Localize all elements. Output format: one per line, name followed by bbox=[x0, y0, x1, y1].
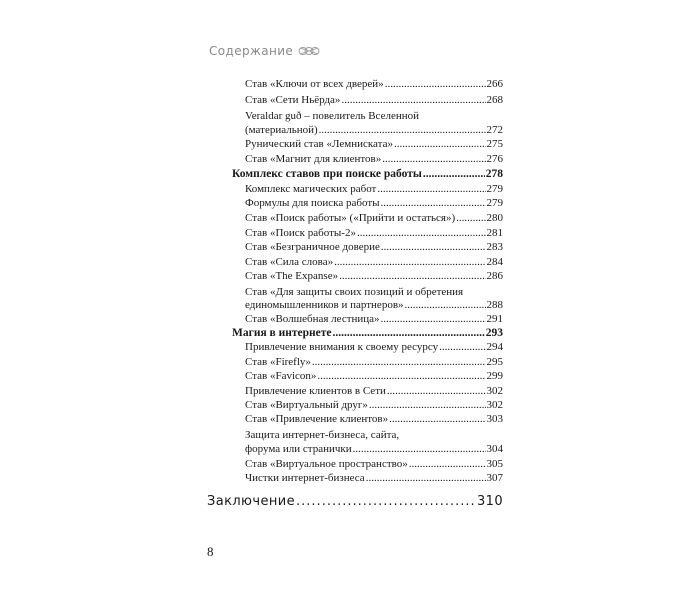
toc-entry-page: 272 bbox=[486, 124, 503, 136]
dot-leader bbox=[405, 299, 486, 312]
dot-leader bbox=[456, 212, 485, 225]
toc-entry-page: 295 bbox=[486, 356, 503, 368]
toc-entry-title: Комплекс ставов при поиске работы bbox=[232, 168, 422, 180]
toc-entry[interactable] bbox=[245, 458, 503, 471]
toc-entry-title: Магия в интернете bbox=[232, 327, 332, 339]
toc-entry-title: Став «Поиск работы» («Прийти и остаться») bbox=[245, 212, 456, 224]
toc-entry-page: 278 bbox=[485, 168, 503, 180]
toc-entry-title: Став «Магнит для клиентов» bbox=[245, 153, 382, 165]
dot-leader bbox=[377, 183, 485, 196]
toc-entry-title: Став «Сила слова» bbox=[245, 256, 334, 268]
toc-entry-title: Став «Волшебная лестница» bbox=[245, 313, 380, 325]
dot-leader bbox=[296, 494, 476, 510]
toc-entry-page: 279 bbox=[486, 197, 503, 209]
running-header bbox=[209, 44, 320, 58]
dot-leader bbox=[317, 370, 485, 383]
dot-leader bbox=[319, 124, 486, 137]
toc-entry-title: Став «Ключи от всех дверей» bbox=[245, 78, 384, 90]
toc-entry-title: Формулы для поиска работы bbox=[245, 197, 380, 209]
toc-entry[interactable] bbox=[245, 227, 503, 240]
toc-entry-title: Став «Для защиты своих позиций и обретения bbox=[245, 286, 464, 298]
toc-entry[interactable] bbox=[245, 183, 503, 196]
toc-section-heading[interactable] bbox=[232, 168, 503, 181]
toc-entry[interactable] bbox=[245, 313, 503, 326]
toc-entry-line[interactable] bbox=[245, 286, 503, 299]
toc-entry-page: 279 bbox=[486, 183, 503, 195]
toc-entry-line[interactable] bbox=[245, 110, 503, 123]
toc-entry-title: Став «Firefly» bbox=[245, 356, 311, 368]
dot-leader bbox=[394, 138, 486, 151]
toc-entry-title: Привлечение внимания к своему ресурсу bbox=[245, 341, 439, 353]
toc-entry[interactable] bbox=[245, 299, 503, 312]
dot-leader bbox=[334, 256, 485, 269]
toc-entry[interactable] bbox=[245, 212, 503, 225]
dot-leader bbox=[381, 241, 486, 254]
dot-leader bbox=[366, 472, 486, 485]
dot-leader bbox=[312, 356, 486, 369]
toc-entry-title: Став «Виртуальный друг» bbox=[245, 399, 368, 411]
toc-entry[interactable] bbox=[245, 78, 503, 91]
toc-entry-title: единомышленников и партнеров» bbox=[245, 299, 404, 311]
toc-entry-page: 305 bbox=[486, 458, 503, 470]
toc-entry-page: 299 bbox=[486, 370, 503, 382]
toc-entry-page: 310 bbox=[476, 494, 503, 509]
toc-entry[interactable] bbox=[245, 94, 503, 107]
toc-entry-page: 294 bbox=[486, 341, 503, 353]
dot-leader bbox=[381, 197, 486, 210]
celtic-knot-ornament-icon bbox=[298, 46, 320, 56]
toc-entry-page: 288 bbox=[486, 299, 503, 311]
toc-entry[interactable] bbox=[245, 472, 503, 485]
page-number: 8 bbox=[207, 544, 214, 559]
toc-entry-page: 293 bbox=[485, 327, 503, 339]
dot-leader bbox=[385, 78, 486, 91]
toc-entry-title: (материальной) bbox=[245, 124, 318, 136]
toc-entry[interactable] bbox=[245, 241, 503, 254]
toc-entry[interactable] bbox=[245, 341, 503, 354]
toc-entry-title: Привлечение клиентов в Сети bbox=[245, 385, 386, 397]
toc-entry-title: Став «Виртуальное пространство» bbox=[245, 458, 408, 470]
toc-entry-title: Став «Favicon» bbox=[245, 370, 317, 382]
toc-entry-page: 283 bbox=[486, 241, 503, 253]
dot-leader bbox=[341, 94, 485, 107]
dot-leader bbox=[353, 443, 486, 456]
toc-entry[interactable] bbox=[245, 138, 503, 151]
toc-entry-title: Комплекс магических работ bbox=[245, 183, 377, 195]
toc-entry-page: 268 bbox=[486, 94, 503, 106]
toc-entry-title: форума или странички bbox=[245, 443, 352, 455]
toc-entry-page: 302 bbox=[486, 385, 503, 397]
toc-entry[interactable] bbox=[245, 256, 503, 269]
toc-entry-title: Став «The Expanse» bbox=[245, 270, 339, 282]
toc-entry[interactable] bbox=[245, 385, 503, 398]
toc-entry[interactable] bbox=[245, 356, 503, 369]
toc-entry-page: 281 bbox=[486, 227, 503, 239]
toc-entry-page: 275 bbox=[486, 138, 503, 150]
dot-leader bbox=[387, 385, 486, 398]
toc-entry[interactable] bbox=[245, 443, 503, 456]
dot-leader bbox=[339, 270, 485, 283]
toc-entry-page: 276 bbox=[486, 153, 503, 165]
toc-entry-title: Став «Привлечение клиентов» bbox=[245, 413, 389, 425]
toc-entry-title: Veraldar guð – повелитель Вселенной bbox=[245, 110, 419, 122]
toc-entry-page: 280 bbox=[486, 212, 503, 224]
toc-entry-title: Став «Сети Ньёрда» bbox=[245, 94, 341, 106]
toc-entry[interactable] bbox=[245, 270, 503, 283]
toc-entry[interactable] bbox=[245, 399, 503, 412]
dot-leader bbox=[369, 399, 486, 412]
dot-leader bbox=[381, 313, 486, 326]
toc-entry-title: Заключение bbox=[207, 494, 296, 509]
dot-leader bbox=[389, 413, 485, 426]
toc-entry[interactable] bbox=[245, 413, 503, 426]
toc-entry-conclusion[interactable] bbox=[207, 494, 503, 510]
toc-entry-line[interactable] bbox=[245, 429, 503, 442]
toc-entry-page: 284 bbox=[486, 256, 503, 268]
toc-entry[interactable] bbox=[245, 370, 503, 383]
dot-leader bbox=[357, 227, 486, 240]
toc-entry-page: 304 bbox=[486, 443, 503, 455]
toc-entry-title: Рунический став «Лемниската» bbox=[245, 138, 393, 150]
toc-entry-page: 286 bbox=[486, 270, 503, 282]
toc-entry-page: 266 bbox=[486, 78, 503, 90]
toc-section-heading[interactable] bbox=[232, 327, 503, 340]
toc-entry-title: Защита интернет-бизнеса, сайта, bbox=[245, 429, 400, 441]
dot-leader bbox=[439, 341, 485, 354]
toc-entry[interactable] bbox=[245, 153, 503, 166]
header-title: Содержание bbox=[209, 44, 294, 58]
toc-entry-title: Став «Безграничное доверие bbox=[245, 241, 380, 253]
dot-leader bbox=[409, 458, 486, 471]
toc-entry-page: 302 bbox=[486, 399, 503, 411]
toc-entry[interactable] bbox=[245, 197, 503, 210]
toc-entry-title: Чистки интернет-бизнеса bbox=[245, 472, 365, 484]
toc-entry-page: 307 bbox=[486, 472, 503, 484]
dot-leader bbox=[423, 168, 485, 181]
dot-leader bbox=[333, 327, 485, 340]
toc-entry-title: Став «Поиск работы-2» bbox=[245, 227, 356, 239]
toc-entry-page: 303 bbox=[486, 413, 503, 425]
toc-entry-page: 291 bbox=[486, 313, 503, 325]
toc-entry[interactable] bbox=[245, 124, 503, 137]
dot-leader bbox=[382, 153, 485, 166]
